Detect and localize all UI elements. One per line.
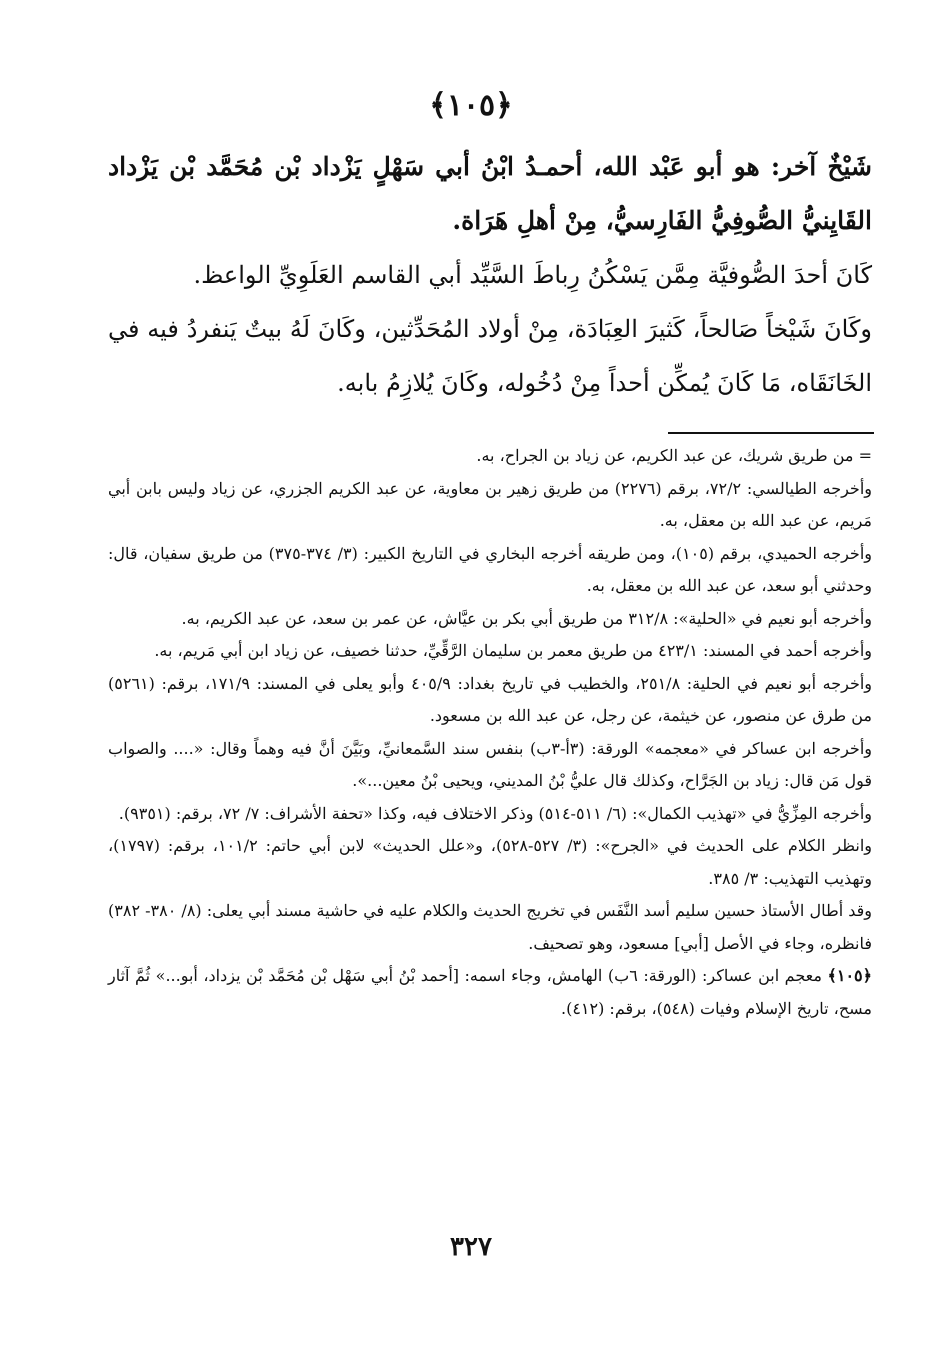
footnote: وقد أطال الأستاذ حسين سليم أسد النَّفَس في تخريج الحديث والكلام عليه في حاشية مسند أبي يعلى: (٨/ ٣٨٠- ٣٨٢) فانظره، وجاء في الأصل [أبي] مسعود، وهو تصحيف. — [108, 901, 873, 953]
footnote: وأخرجه الحميدي، برقم (١٠٥)، ومن طريقه أخرجه البخاري في التاريخ الكبير: (٣/ ٣٧٤-٣٧٥) من طريق سفيان، قال: وحدثني أبو سعد، عن عبد الله بن معقل، به. — [108, 543, 872, 595]
footnote: وأخرجه الطيالسي: ٧٢/٢، برقم (٢٢٧٦) من طريق زهير بن معاوية، عن عبد الكريم الجزري، عن زياد وليس بابن أبي مَريم، عن عبد الله بن معقل، به. — [108, 478, 872, 530]
main-text — [108, 140, 872, 410]
footnote: وأخرجه ابن عساكر في «معجمه» الورقة: (٣أ-٣ب) بنفس سند السَّمعانيِّ، وبَيَّنَ أنَّ فيه وهماً وقال: «.... والصواب قول مَن قال: زياد بن الجَرَّاح، وكذلك قال عليُّ بْنُ المديني، ويحيى بْنُ معين...». — [108, 738, 872, 790]
footnote: = من طريق شريك، عن عبد الكريم، عن زياد بن الجراح، به. — [476, 446, 872, 465]
entry-number: ﴿١٠٥﴾ — [429, 88, 513, 123]
page-number: ٣٢٧ — [450, 1232, 492, 1262]
entry-footnote-number: ﴿١٠٥﴾ — [827, 966, 873, 985]
paragraph: كَانَ أحدَ الصُّوفيَّة مِمَّن يَسْكُنُ رِباطَ السَّيِّد أبي القاسم العَلَوِيِّ الواعظ. — [193, 261, 872, 289]
footnote-divider — [668, 432, 874, 434]
entry-heading: شَيْخٌ آخر: هو أبو عَبْد الله، أحمـدُ ابْنُ أبي سَهْلٍ يَزْداد بْن مُحَمَّد بْن يَزْداد القَايِنيُّ الصُّوفِيُّ الفَارِسيُّ، مِنْ أهلِ هَرَاة. — [108, 152, 872, 235]
footnote: وأخرجه أبو نعيم في «الحلية»: ٣١٢/٨ من طريق أبي بكر بن عيَّاش، عن عمر بن سعد، عن عبد الكريم، به. — [181, 608, 872, 628]
footnote: وانظر الكلام على الحديث في «الجرح»: (٣/ ٥٢٧-٥٢٨)، و«علل الحديث» لابن أبي حاتم: ١٠١/٢، برقم: (١٧٩٧)، وتهذيب التهذيب: ٣/ ٣٨٥. — [108, 836, 873, 888]
footnote: وأخرجه المِزِّيُّ في «تهذيب الكمال»: (٦/ ٥١١-٥١٤) وذكر الاختلاف فيه، وكذا «تحفة الأشراف: ٧/ ٧٢، برقم: (٩٣٥١). — [118, 803, 872, 823]
entry-footnote — [108, 960, 872, 1025]
footnotes — [108, 440, 872, 1025]
paragraph: وكَانَ شَيْخاً صَالحاً، كَثيرَ العِبَادَة، مِنْ أولاد المُحَدِّثين، وكَانَ لَهُ بيتٌ يَنفردُ فيه في الخَانَقَاه، مَا كَانَ يُمكِّن أحداً مِنْ دُخُوله، وكَانَ يُلازِمُ بابه. — [108, 315, 872, 397]
entry-footnote-text: معجم ابن عساكر: (الورقة: ٦ب) الهامش، وجاء اسمه: [أحمد بْنُ أبي سَهْل بْن مُحَمَّد بْن يزداد، أبو...» ثُمَّ آثار مسح، تاريخ الإسلام وفيات (٥٤٨)، برقم: (٤١٢). — [108, 966, 872, 1018]
footnote: وأخرجه أبو نعيم في الحلية: ٢٥١/٨، والخطيب في تاريخ بغداد: ٤٠٥/٩ وأبو يعلى في المسند: ١٧١/٩، برقم: (٥٢٦١) من طرق عن منصور، عن خيثمة، عن رجل، عن عبد الله بن مسعود. — [108, 673, 873, 725]
footnote: وأخرجه أحمد في المسند: ٤٢٣/١ من طريق معمر بن سليمان الرَّقِّيِّ، حدثنا خصيف، عن زياد ابن أبي مَريم، به. — [154, 641, 872, 660]
